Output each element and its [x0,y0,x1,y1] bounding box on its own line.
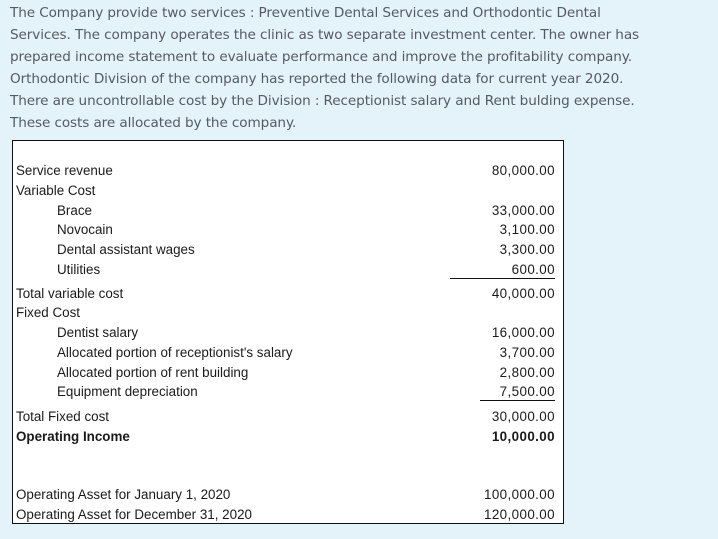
row-amount: 33,000.00 [491,203,555,218]
row-label: Fixed Cost [16,305,80,320]
row-amount: 80,000.00 [491,163,555,178]
row-label: Operating Asset for December 31, 2020 [16,507,252,522]
row-amount: 3,100.00 [499,222,555,237]
row-amount: 100,000.00 [483,487,555,502]
row-label: Brace [57,203,92,218]
description-line: These costs are allocated by the company. [10,115,297,132]
row-variable-cost-heading [13,182,563,200]
row-amount: 40,000.00 [491,286,555,301]
row-label: Operating Income [16,429,130,444]
description-line: prepared income statement to evaluate performance and improve the profitability company. [10,49,632,66]
row-novocain [13,221,563,239]
row-dental-assistant-wages [13,241,563,259]
row-amount: 3,300.00 [499,242,555,257]
row-amount: 30,000.00 [491,409,555,424]
row-operating-asset-dec [13,506,563,524]
row-dentist-salary [13,324,563,342]
row-receptionist-salary [13,344,563,362]
row-label: Variable Cost [16,183,96,198]
row-label: Equipment depreciation [57,384,198,399]
row-label: Allocated portion of receptionist's salary [57,345,293,360]
row-label: Utilities [57,262,101,277]
row-amount: 16,000.00 [491,325,555,340]
row-amount: 7,500.00 [480,383,555,401]
row-rent-building [13,364,563,382]
row-brace [13,202,563,220]
row-total-fixed-cost [13,408,563,426]
row-label: Total variable cost [16,286,124,301]
description-line: Orthodontic Division of the company has reported the following data for current year 2020. [10,71,624,88]
row-amount: 600.00 [450,261,555,279]
row-service-revenue [13,162,563,180]
row-amount: 3,700.00 [499,345,555,360]
row-label: Service revenue [16,163,113,178]
row-operating-income [13,428,563,446]
description-line: Services. The company operates the clinic as two separate investment center. The owner has [10,27,640,44]
row-label: Operating Asset for January 1, 2020 [16,487,231,502]
row-label: Total Fixed cost [16,409,110,424]
row-equipment-depreciation [13,383,563,401]
row-label: Dental assistant wages [57,242,195,257]
row-label: Dentist salary [57,325,139,340]
row-amount: 120,000.00 [483,507,555,522]
row-operating-asset-jan [13,486,563,504]
income-statement-table [12,140,564,524]
row-utilities [13,261,563,279]
row-label: Allocated portion of rent building [57,365,249,380]
row-total-variable-cost [13,285,563,303]
description-line: There are uncontrollable cost by the Division : Receptionist salary and Rent bulding expense. [10,93,635,110]
row-amount: 10,000.00 [491,429,555,444]
row-fixed-cost-heading [13,304,563,322]
problem-description [10,2,716,135]
row-amount: 2,800.00 [499,365,555,380]
row-label: Novocain [57,222,113,237]
description-line: The Company provide two services : Preventive Dental Services and Orthodontic Dental [10,5,601,21]
